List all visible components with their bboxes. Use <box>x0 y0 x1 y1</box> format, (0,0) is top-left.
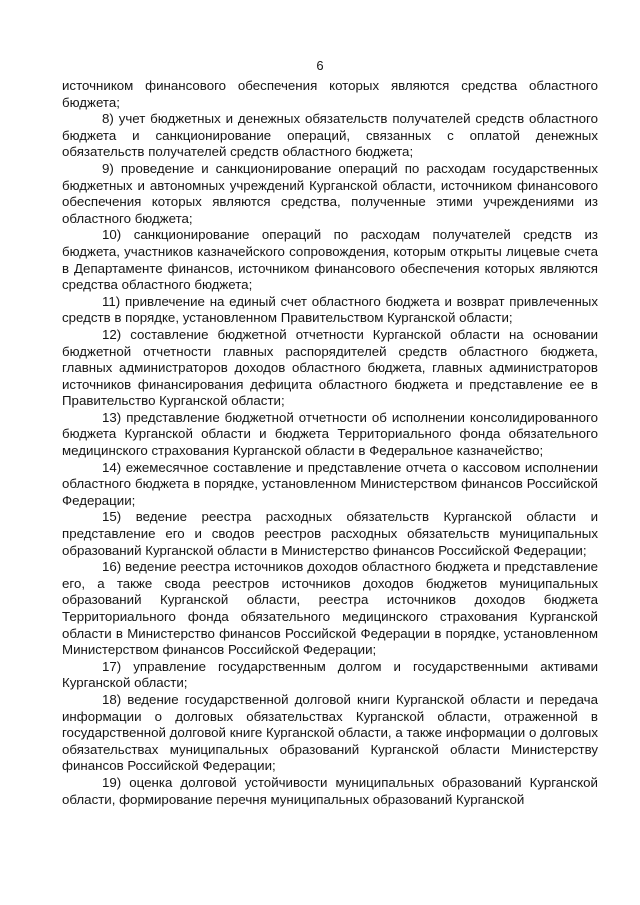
paragraph-item-9: 9) проведение и санкционирование операций по расходам государственных бюджетных и автономных учреждений Курганской области, источником финансового обеспечения которых являются средства, полученные этими учреждениями из областного бюджета; <box>62 160 598 226</box>
page-number: 6 <box>316 58 324 73</box>
paragraph-item-11: 11) привлечение на единый счет областного бюджета и возврат привлеченных средств в порядке, установленном Правительством Курганской области; <box>62 293 598 326</box>
paragraph-item-15: 15) ведение реестра расходных обязательств Курганской области и представление его и сводов реестров расходных обязательств муниципальных образований Курганской области в Министерство финансов Российской Федерации; <box>62 509 598 558</box>
paragraph-item-18: 18) ведение государственной долговой книги Курганской области и передача информации о долговых обязательствах Курганской области, отраженной в государственной долговой книге Курганской области, а также информации о долговых обязательствах муниципальных образований Курганской области Министерству финансов Российской Федерации; <box>62 691 598 774</box>
paragraph-item-16: 16) ведение реестра источников доходов областного бюджета и представление его, а также свода реестров источников доходов бюджетов муниципальных образований Курганской области, реестра источников доходов бюджета Территориального фонда обязательного медицинского страхования Курганской области в Министерство финансов Российской Федерации в порядке, установленном Министерством финансов Российской Федерации; <box>62 559 598 658</box>
paragraph-item-13: 13) представление бюджетной отчетности об исполнении консолидированного бюджета Курганской области и бюджета Территориального фонда обязательного медицинского страхования Курганской области в Федеральное казначейство; <box>62 409 598 459</box>
paragraph-item-19: 19) оценка долговой устойчивости муниципальных образований Курганской области, формирование перечня муниципальных образований Курганской <box>62 774 598 807</box>
paragraph-continuation: источником финансового обеспечения которых являются средства областного бюджета; <box>62 78 598 110</box>
paragraph-item-14: 14) ежемесячное составление и представление отчета о кассовом исполнении областного бюджета в порядке, установленном Министерством финансов Российской Федерации; <box>62 459 598 508</box>
document-body <box>62 78 598 808</box>
paragraph-item-12: 12) составление бюджетной отчетности Курганской области на основании бюджетной отчетности главных распорядителей средств областного бюджета, главных администраторов доходов областного бюджета, главных администраторов источников финансирования дефицита областного бюджета и представление ее в Правительство Курганской области; <box>62 326 598 409</box>
paragraph-item-17: 17) управление государственным долгом и государственными активами Курганской области; <box>62 658 598 691</box>
paragraph-item-8: 8) учет бюджетных и денежных обязательств получателей средств областного бюджета и санкционирование операций, связанных с оплатой денежных обязательств получателей средств областного бюджета; <box>62 111 598 160</box>
paragraph-item-10: 10) санкционирование операций по расходам получателей средств из бюджета, участников казначейского сопровождения, которым открыты лицевые счета в Департаменте финансов, источником финансового обеспечения которых являются средства областного бюджета; <box>62 227 598 293</box>
